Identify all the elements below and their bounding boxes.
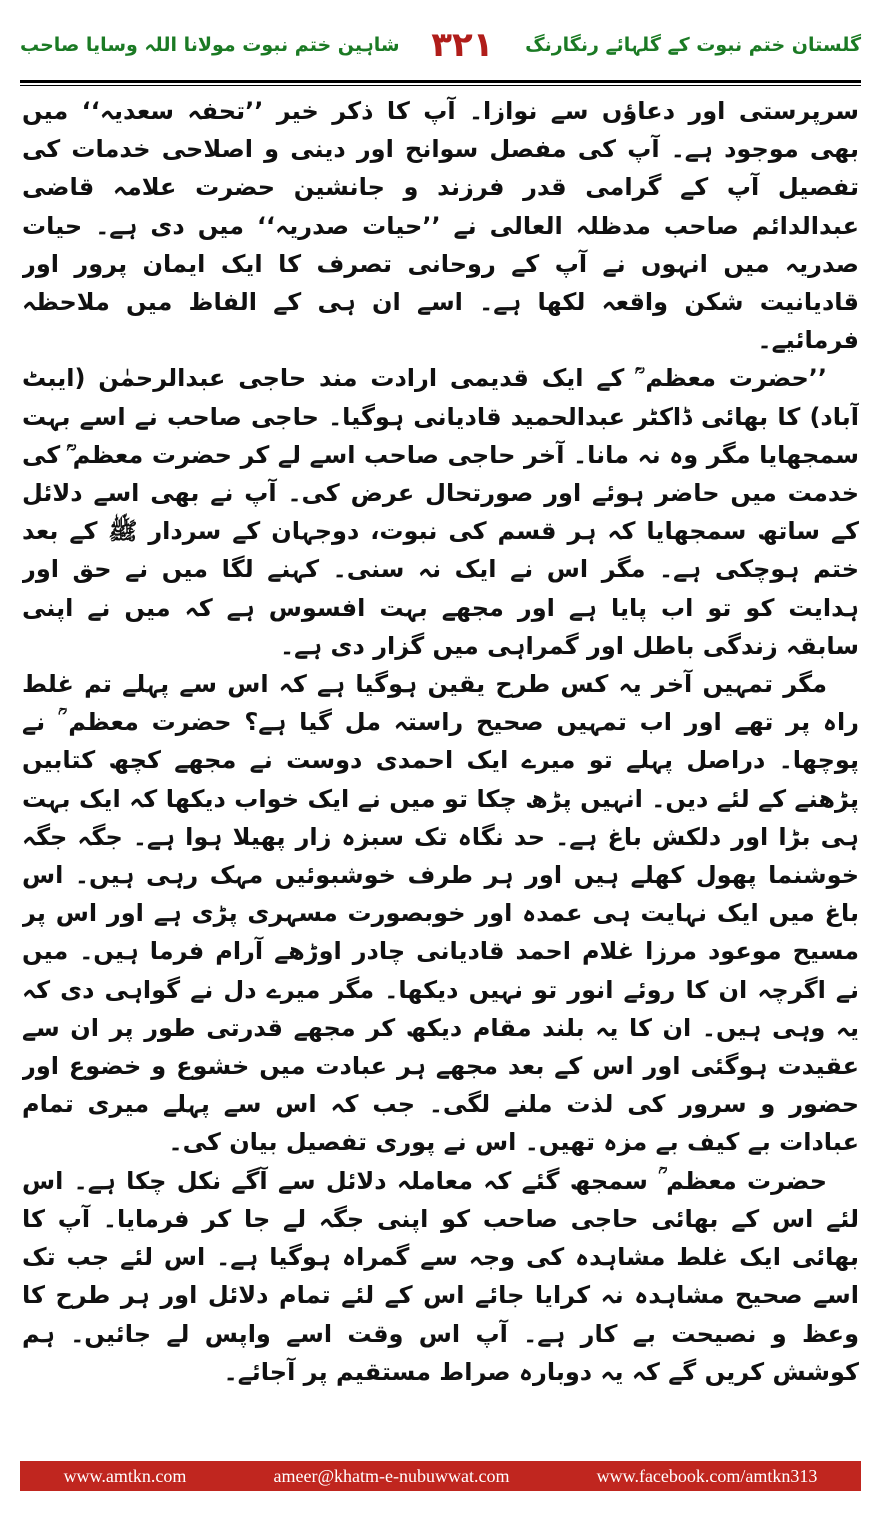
book-title: گلستان ختم نبوت کے گلہائے رنگارنگ	[525, 34, 861, 56]
header-divider-thin	[20, 85, 861, 86]
page-header	[20, 20, 861, 70]
paragraph-2: ’’حضرت معظم ؒ کے ایک قدیمی ارادت مند حاجی عبدالرحمٰن (ایبٹ آباد) کا بھائی ڈاکٹر عبدالحمید قادیانی ہوگیا۔ حاجی صاحب نے اسے بہت سمجھایا مگر وہ نہ مانا۔ آخر حاجی صاحب اسے لے کر حضرت معظم ؒ کی خدمت میں حاضر ہوئے اور صورتحال عرض کی۔ آپ نے بھی اسے دلائل کے ساتھ سمجھایا کہ ہر قسم کی نبوت، دوجہان کے سردار ﷺ کے بعد ختم ہوچکی ہے۔ مگر اس نے ایک نہ سنی۔ کہنے لگا میں نے حق اور ہدایت کو تو اب پایا ہے اور مجھے بہت افسوس ہے کہ میں نے اپنی سابقہ زندگی باطل اور گمراہی میں گزار دی ہے۔	[22, 364, 859, 660]
header-divider	[20, 80, 861, 83]
footer-facebook-link[interactable]: www.facebook.com/amtkn313	[596, 1465, 818, 1486]
page-footer	[20, 1461, 861, 1491]
paragraph-3: مگر تمہیں آخر یہ کس طرح یقین ہوگیا ہے کہ اس سے پہلے تم غلط راہ پر تھے اور اب تمہیں صحیح راستہ مل گیا ہے؟ حضرت معظم ؒ نے پوچھا۔ دراصل پہلے تو میرے ایک احمدی دوست نے مجھے کچھ کتابیں پڑھنے کے لئے دیں۔ انہیں پڑھ چکا تو میں نے ایک خواب دیکھا کہ ایک بہت ہی بڑا اور دلکش باغ ہے۔ حد نگاہ تک سبزہ زار پھیلا ہوا ہے۔ جگہ جگہ خوشنما پھول کھلے ہیں اور ہر طرف خوشبوئیں مہک رہی ہیں۔ اس باغ میں ایک نہایت ہی عمدہ اور خوبصورت مسہری پڑی ہے اور اس پر مسیح موعود مرزا غلام احمد قادیانی چادر اوڑھے آرام فرما ہیں۔ میں نے اگرچہ ان کا روئے انور تو نہیں دیکھا۔ مگر میرے دل نے گواہی دی کہ یہ وہی ہیں۔ ان کا یہ بلند مقام دیکھ کر مجھے قدرتی طور پر ان سے عقیدت ہوگئی اور اس کے بعد مجھے ہر عبادت میں خشوع و خضوع اور حضور و سرور کی لذت ملنے لگی۔ جب کہ اس سے پہلے میری تمام عبادات بے کیف بے مزہ تھیں۔ اس نے پوری تفصیل بیان کی۔	[22, 670, 859, 1157]
footer-website-link[interactable]: www.amtkn.com	[63, 1465, 187, 1486]
paragraph-4: حضرت معظم ؒ سمجھ گئے کہ معاملہ دلائل سے آگے نکل چکا ہے۔ اس لئے اس کے بھائی حاجی صاحب کو اپنی جگہ لے جا کر فرمایا۔ آپ کا بھائی ایک غلط مشاہدہ کی وجہ سے گمراہ ہوگیا ہے۔ اس لئے جب تک اسے صحیح مشاہدہ نہ کرایا جائے اس کے لئے تمام دلائل اور ہر طرح کا وعظ و نصیحت بے کار ہے۔ آپ اس وقت اسے واپس لے جائیں۔ ہم کوشش کریں گے کہ یہ دوبارہ صراط مستقیم پر آجائے۔	[22, 1166, 859, 1386]
paragraph-1: سرپرستی اور دعاؤں سے نوازا۔ آپ کا ذکر خیر ’’تحفہ سعدیہ‘‘ میں بھی موجود ہے۔ آپ کی مفصل سوانح اور دینی و اصلاحی خدمات کی تفصیل آپ کے گرامی قدر فرزند و جانشین حضرت علامہ قاضی عبدالدائم صاحب مدظلہ العالی نے ’’حیات صدریہ‘‘ میں دی ہے۔ حیات صدریہ میں انہوں نے آپ کے روحانی تصرف کا ایک ایمان پرور اور قادیانیت شکن واقعہ لکھا ہے۔ اسے ان ہی کے الفاظ میں ملاحظہ فرمائیے۔	[22, 97, 859, 355]
page-body	[22, 92, 859, 1427]
author-title: شاہین ختم نبوت مولانا اللہ وسایا صاحب	[20, 34, 400, 56]
footer-email-link[interactable]: ameer@khatm-e-nubuwwat.com	[273, 1465, 510, 1486]
page-number: ۳۲۱	[431, 25, 494, 65]
